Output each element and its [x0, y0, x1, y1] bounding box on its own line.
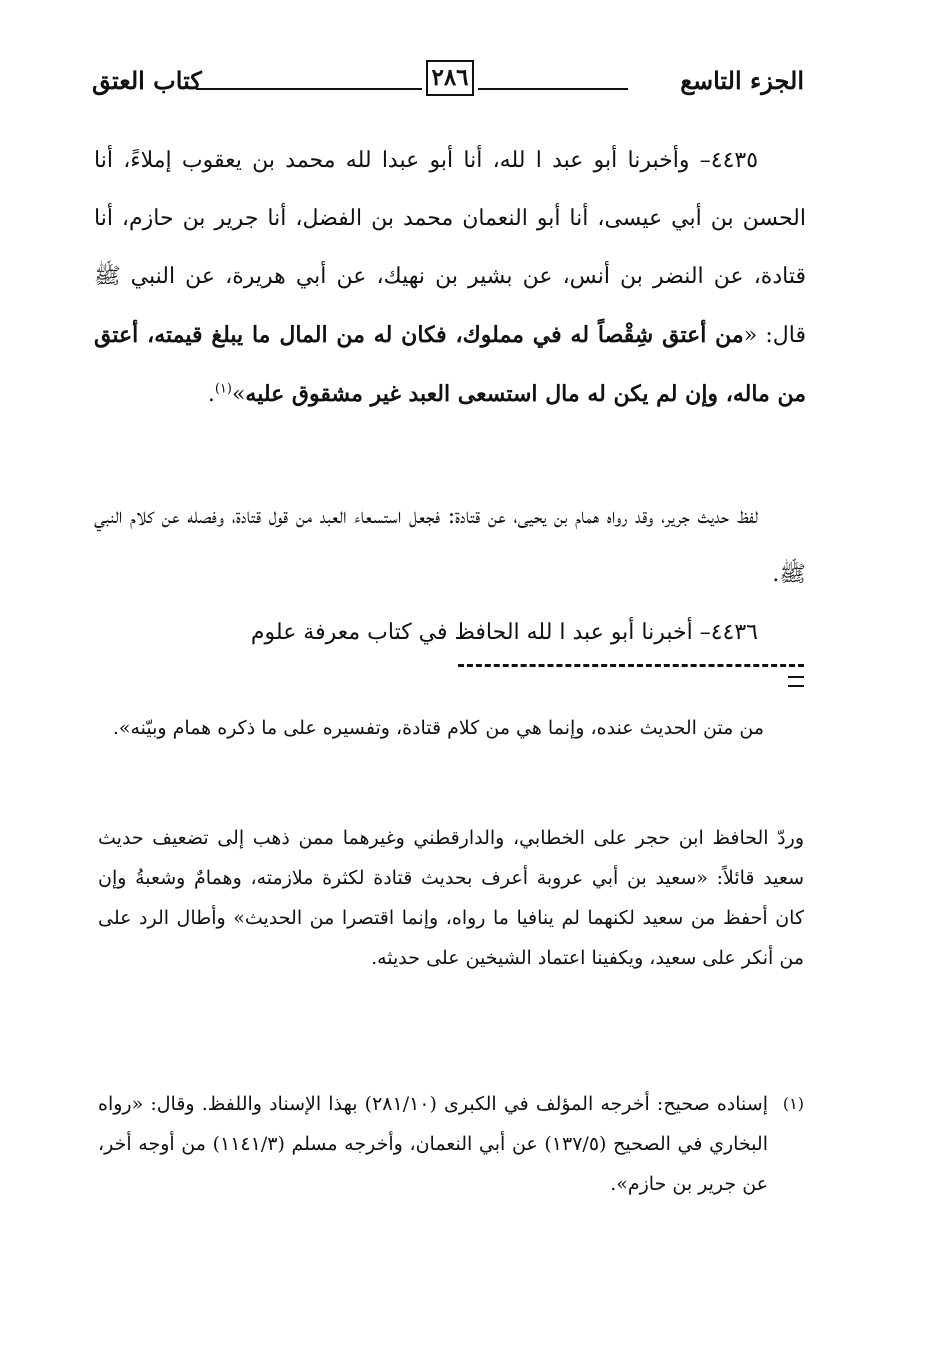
commentary-paragraph	[94, 488, 806, 604]
book-title: كتاب العتق	[92, 66, 202, 95]
footnote-1-text: إسناده صحيح: أخرجه المؤلف في الكبرى (٢٨١/١٠) بهذا الإسناد واللفظ. وقال: «رواه البخاري في الصحيح (١٣٧/٥) عن أبي النعمان، وأخرجه مسلم (١١٤١/٣) من أوجه أخر، عن جرير بن حازم».	[98, 1093, 768, 1195]
commentary-text: لفظ حديث جرير، وقد رواه همام بن يحيى، عن قتادة: فجعل استسعاء العبد من قول قتادة، وفصله عن كلام النبي ﷺ.	[94, 504, 806, 587]
hadith-matn: من أعتق شِقْصاً له في مملوك، فكان له من المال ما يبلغ قيمته، أعتق من ماله، وإن لم يكن له مال استسعى العبد غير مشقوق عليه	[94, 322, 806, 407]
header-rule-right	[478, 88, 628, 90]
footnote-1-marker: (١)	[782, 1094, 804, 1113]
quote-close: »	[231, 382, 246, 407]
header-rule-left	[196, 88, 422, 90]
footnote-ref-1[interactable]: (١)	[214, 381, 232, 397]
continuation-mark	[788, 676, 804, 687]
volume-title: الجزء التاسع	[680, 66, 804, 95]
hadith-isnad: – وأخبرنا أبو عبد ا لله، أنا أبو عبدا لله محمد بن يعقوب إملاءً، أنا الحسن بن أبي عيسى، أنا أبو النعمان محمد بن الفضل، أنا جرير بن حازم، أنا قتادة، عن النضر بن أنس، عن بشير بن نهيك، عن أبي هريرة، عن النبي ﷺ قال: «	[94, 148, 806, 348]
footnote-1	[98, 1084, 804, 1204]
footnote-continuation: من متن الحديث عنده، وإنما هي من كلام قتادة، وتفسيره على ما ذكره همام وبيّنه».	[112, 717, 764, 739]
footnote-separator	[458, 664, 804, 667]
hadith-number: ٤٤٣٥	[710, 148, 759, 173]
hadith-text: – أخبرنا أبو عبد ا لله الحافظ في كتاب معرفة علوم	[250, 620, 711, 645]
hadith-number: ٤٤٣٦	[710, 620, 758, 645]
footnote-commentary-text: وردّ الحافظ ابن حجر على الخطابي، والدارقطني وغيرهما ممن ذهب إلى تضعيف حديث سعيد قائلاً: «سعيد بن أبي عروبة أعرف بحديث قتادة لكثرة ملازمته، وهمامٌ وشعبةُ وإن كان أحفظ من سعيد لكنهما لم ينافيا ما رواه، وإنما اقتصرا من الحديث» وأطال الرد على من أنكر على سعيد، ويكفينا اعتماد الشيخين على حديثه.	[98, 827, 804, 969]
page-number: ٢٨٦	[426, 60, 474, 96]
hadith-end: .	[207, 382, 215, 407]
running-header	[92, 58, 804, 102]
footnote-commentary	[98, 818, 804, 978]
hadith-4435	[94, 132, 806, 424]
hadith-4436	[94, 604, 806, 662]
